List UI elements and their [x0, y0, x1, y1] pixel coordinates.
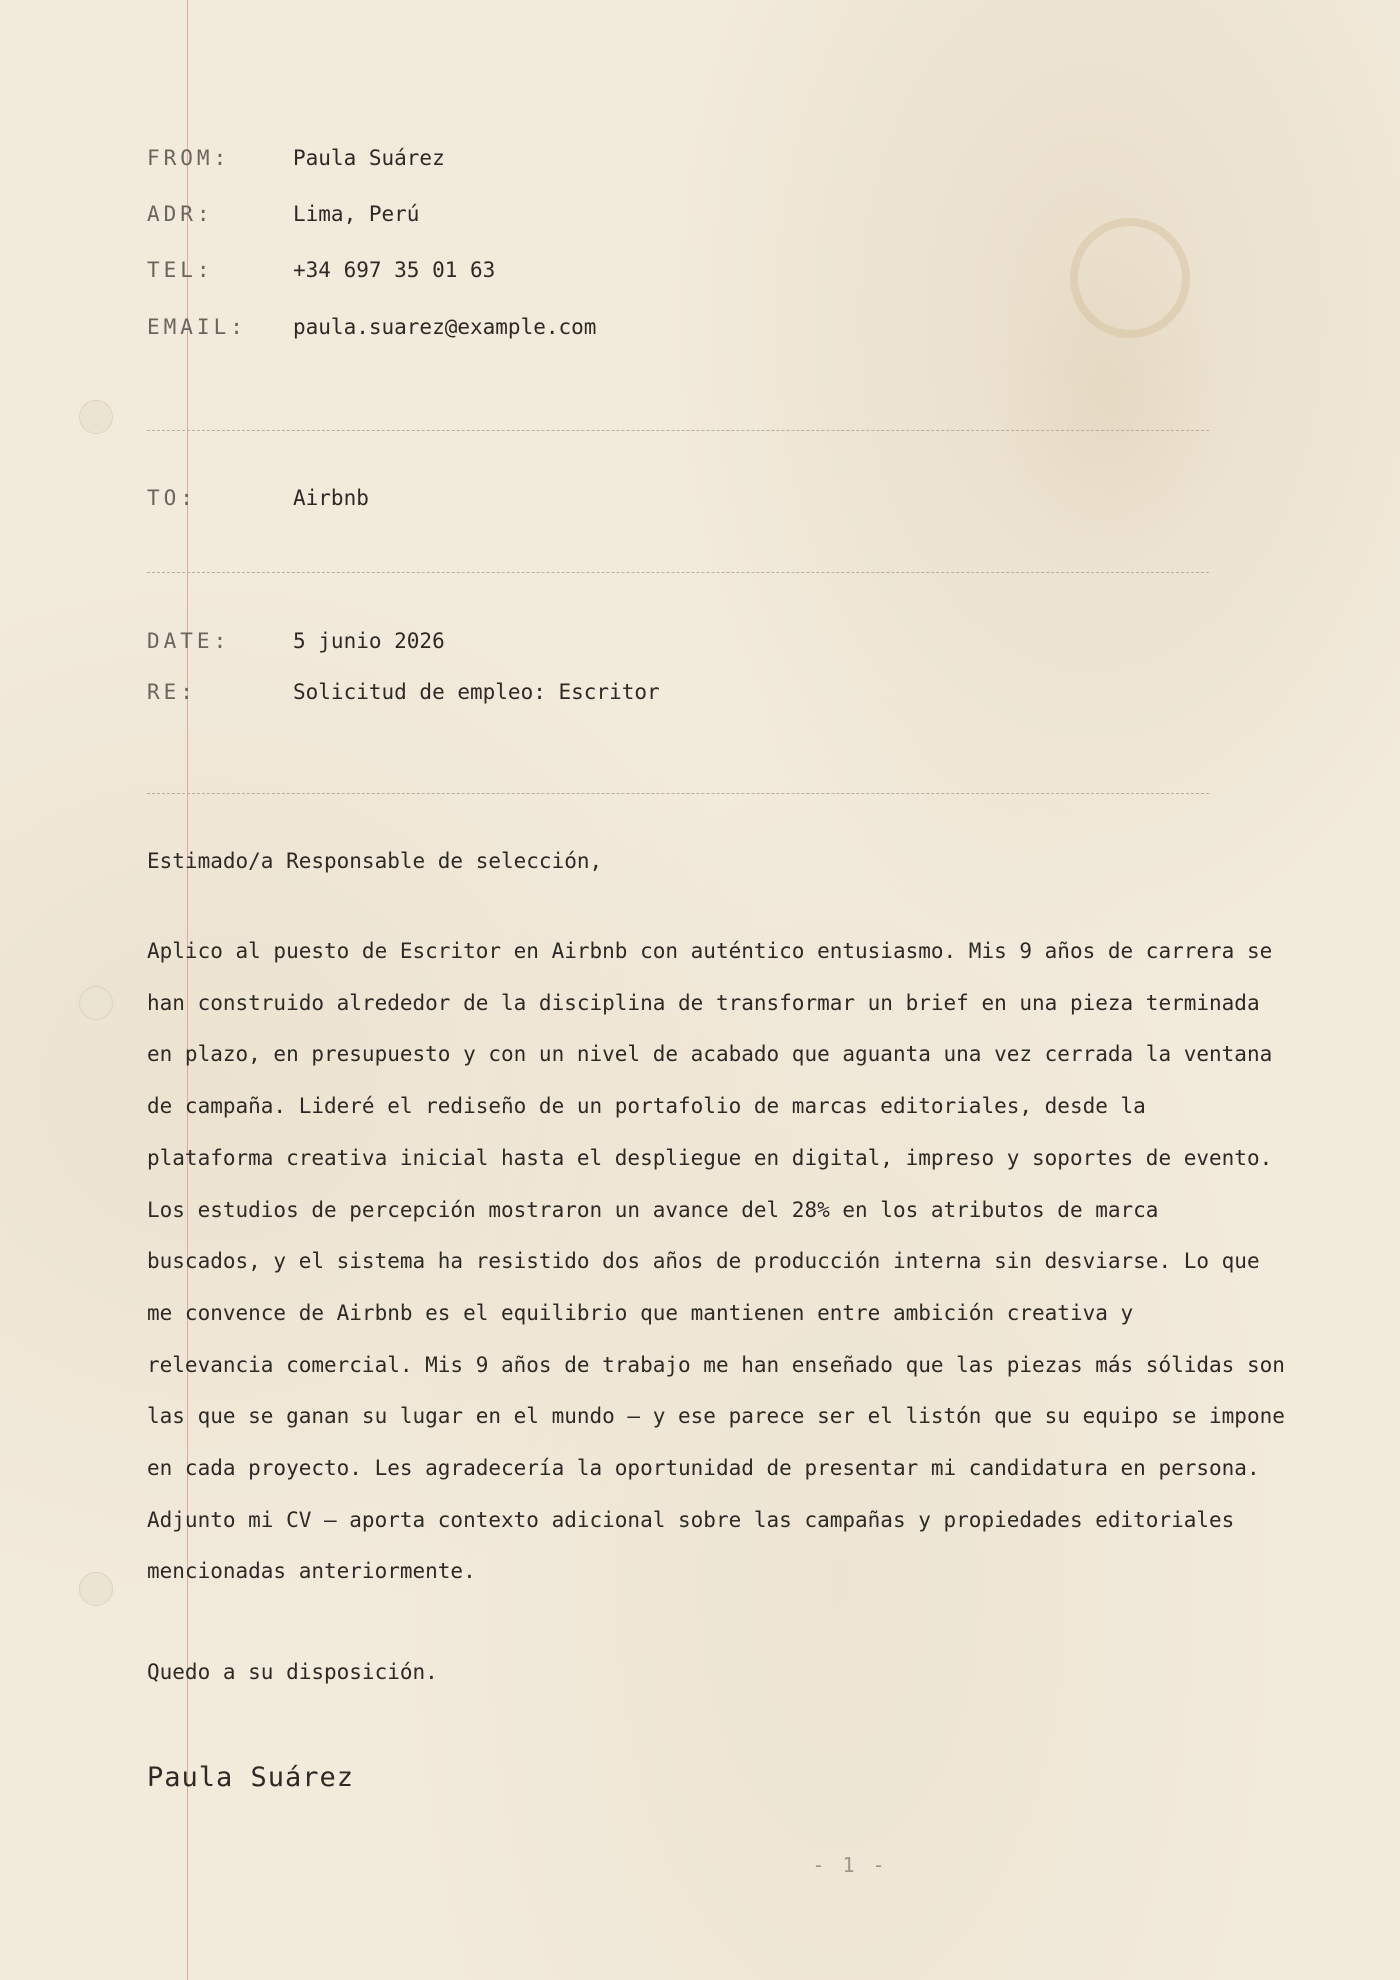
body-line: de campaña. Lideré el rediseño de un portafolio de marcas editoriales, desde la: [147, 1094, 1146, 1119]
body-line: Adjunto mi CV — aporta contexto adicional sobre las campañas y propiedades editoriales: [147, 1507, 1235, 1532]
body-line: en plazo, en presupuesto y con un nivel de acabado que aguanta una vez cerrada la ventana: [147, 1042, 1273, 1067]
body-line: Aplico al puesto de Escritor en Airbnb con auténtico entusiasmo. Mis 9 años de carrera se: [147, 939, 1273, 963]
page-number: - 1 -: [812, 1853, 888, 1877]
body-line: mencionadas anteriormente.: [147, 1559, 476, 1584]
letter-signature: Paula Suárez: [147, 1762, 355, 1793]
punch-hole-bottom: [79, 1572, 113, 1606]
from-label: FROM:: [147, 146, 231, 170]
recipient-name: Airbnb: [293, 486, 369, 510]
body-line: plataforma creativa inicial hasta el despliegue en digital, impreso y soportes de evento.: [147, 1145, 1273, 1170]
divider-after-subject: [147, 793, 1209, 794]
letter-subject: Solicitud de empleo: Escritor: [293, 680, 660, 704]
phone-label: TEL:: [147, 258, 214, 282]
email-label: EMAIL:: [147, 315, 247, 339]
address-label: ADR:: [147, 202, 214, 226]
divider-after-recipient: [147, 572, 1209, 573]
body-line: me convence de Airbnb es el equilibrio que mantienen entre ambición creativa y: [147, 1300, 1134, 1325]
letter-closing: Quedo a su disposición.: [147, 1660, 438, 1684]
body-line: relevancia comercial. Mis 9 años de trabajo me han enseñado que las piezas más sólidas son: [147, 1352, 1285, 1377]
date-label: DATE:: [147, 629, 231, 653]
body-line: buscados, y el sistema ha resistido dos años de producción interna sin desviarse. Lo que: [147, 1249, 1260, 1274]
letter-greeting: Estimado/a Responsable de selección,: [147, 849, 603, 873]
punch-hole-middle: [79, 986, 113, 1020]
sender-name: Paula Suárez: [293, 146, 445, 170]
sender-address: Lima, Perú: [293, 202, 420, 226]
coffee-ring-stain: [1070, 218, 1190, 338]
to-label: TO:: [147, 486, 197, 510]
body-line: Los estudios de percepción mostraron un avance del 28% en los atributos de marca: [147, 1197, 1159, 1222]
body-line: en cada proyecto. Les agradecería la oportunidad de presentar mi candidatura en persona.: [147, 1456, 1260, 1481]
letter-date: 5 junio 2026: [293, 629, 445, 653]
sender-email: paula.suarez@example.com: [293, 315, 597, 339]
body-line: las que se ganan su lugar en el mundo — y ese parece ser el listón que su equipo se impone: [147, 1404, 1285, 1429]
letter-body: [147, 926, 1285, 1598]
sender-phone: +34 697 35 01 63: [293, 258, 496, 282]
punch-hole-top: [79, 400, 113, 434]
divider-after-sender: [147, 430, 1209, 431]
subject-label: RE:: [147, 680, 197, 704]
body-line: han construido alrededor de la disciplina de transformar un brief en una pieza terminada: [147, 990, 1260, 1015]
